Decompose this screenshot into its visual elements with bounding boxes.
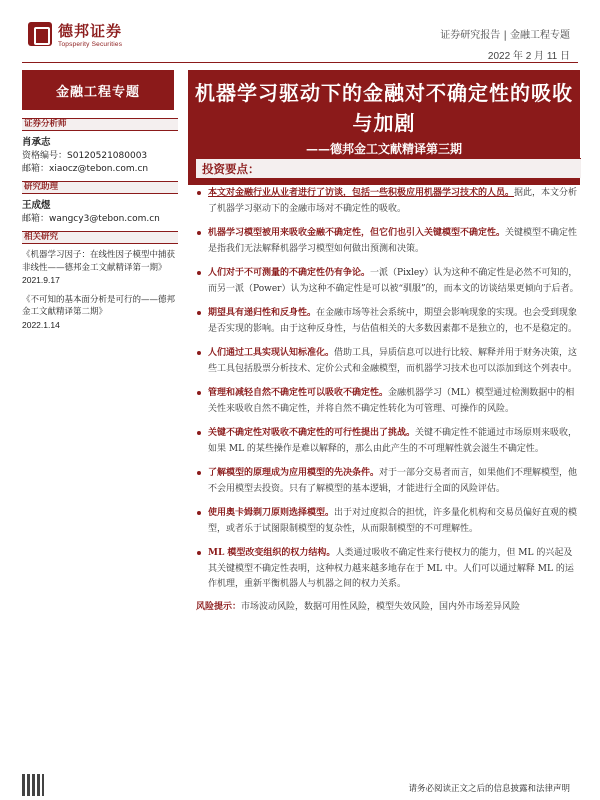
analyst-name: 肖承志 bbox=[22, 137, 51, 148]
list-item bbox=[196, 266, 581, 297]
qr-code-icon bbox=[22, 774, 44, 796]
related-report[interactable] bbox=[22, 249, 178, 288]
highlights-list bbox=[196, 186, 581, 593]
related-report-title: 《不可知的基本面分析是可行的——德邦金工文献精译第二期》 bbox=[22, 294, 176, 317]
related-report-date: 2022.1.14 bbox=[22, 319, 60, 330]
investment-highlights-heading: 投资要点： bbox=[196, 158, 581, 178]
header-divider bbox=[22, 62, 578, 63]
main-content bbox=[196, 158, 581, 614]
list-item bbox=[196, 186, 581, 217]
highlight-key: 使用奥卡姆剃刀原则选择模型。 bbox=[208, 508, 335, 518]
list-item bbox=[196, 426, 581, 457]
report-title: 机器学习驱动下的金融对不确定性的吸收与加剧 bbox=[195, 81, 573, 135]
brand-name-en: Topsperity Securities bbox=[58, 41, 123, 48]
brand-logo-icon bbox=[28, 22, 52, 46]
risk-label: 风险提示： bbox=[196, 601, 242, 612]
report-subtitle: ——德邦金工文献精译第三期 bbox=[305, 142, 462, 156]
highlight-key: 机器学习模型被用来吸收金融不确定性，但它们也引入关键模型不确定性。 bbox=[208, 228, 506, 238]
highlight-key: 人们对于不可测量的不确定性仍有争论。 bbox=[208, 268, 371, 278]
brand-logo bbox=[28, 20, 122, 48]
related-report-date: 2021.9.17 bbox=[22, 275, 60, 285]
analyst-email[interactable]: 邮箱：xiaocz@tebon.com.cn bbox=[22, 164, 149, 174]
footer-disclaimer: 请务必阅读正文之后的信息披露和法律声明 bbox=[408, 784, 570, 794]
list-item bbox=[196, 226, 581, 257]
list-item bbox=[196, 306, 581, 337]
highlight-key: 期望具有递归性和反身性。 bbox=[208, 308, 317, 318]
highlight-text: 关键不确定性不能通过市场原则来吸收，如果 ML 的某些操作是难以解释的，那么由此产生的不可理解性就会滋生不确定性。 bbox=[208, 428, 578, 454]
highlight-text: 金融机器学习（ML）模型通过检测数据中的相关性来吸收自然不确定性，并将自然不确定性转化为可管理、可操作的风险。 bbox=[208, 388, 575, 414]
highlight-text: 出于对过度拟合的担忧，许多量化机构和交易员偏好直观的模型，或者乐于试图限制模型的复杂性，从而限制模型的不可理解性。 bbox=[208, 508, 578, 534]
category-banner: 金融工程专题 bbox=[22, 70, 174, 110]
assistant-email[interactable]: 邮箱：wangcy3@tebon.com.cn bbox=[22, 214, 160, 224]
related-report[interactable] bbox=[22, 294, 178, 333]
highlight-text: 借助工具，异质信息可以进行比较、解释并用于财务决策，这些工具包括股票分析技术、定价公式和金融模型，而机器学习技术也可以添加到这个列表中。 bbox=[208, 348, 578, 374]
highlight-key: 本文对金融行业从业者进行了访谈，包括一些积极应用机器学习技术的人员。 bbox=[208, 188, 515, 198]
brand-name bbox=[58, 20, 122, 48]
brand-name-cn: 德邦证券 bbox=[58, 22, 123, 40]
list-item bbox=[196, 506, 581, 537]
highlight-text: 对于一部分交易者而言，如果他们不理解模型，他不会用模型去投资。只有了解模型的基本逻辑，才能进行全面的风险评估。 bbox=[208, 468, 578, 494]
highlight-key: 了解模型的原理成为应用模型的先决条件。 bbox=[208, 468, 380, 478]
highlight-text: 人类通过吸收不确定性来行使权力的能力，但 ML 的兴起及其关键模型不确定性表明，这种权力越来越多地存在于 ML 中。人们可以通过解释 ML 的运作机理，重新平衡机器人与机器之间的权力关系。 bbox=[208, 548, 574, 589]
list-item bbox=[196, 466, 581, 497]
list-item bbox=[196, 546, 581, 593]
sidebar bbox=[22, 118, 178, 338]
highlight-key: 人们通过工具实现认知标准化。 bbox=[208, 348, 335, 358]
report-date: 2022 年 2 月 11 日 bbox=[487, 51, 570, 62]
highlight-text: 据此，本文分析了机器学习驱动下的金融市场对不确定性的吸收。 bbox=[208, 188, 578, 214]
highlight-text: 一派（Pixley）认为这种不确定性是必然不可知的，而另一派（Power）认为这种不确定性是可以被“驯服”的，而本文的访谈结果更倾向于后者。 bbox=[208, 268, 579, 294]
risk-warning bbox=[196, 600, 581, 614]
analyst-cert: 资格编号：S0120521080003 bbox=[22, 151, 148, 161]
highlight-text: 在金融市场等社会系统中，期望会影响现象的实现。也会受到现象是否实现的影响。由于这种反身性，与估值相关的大多数因素都不是独立的，也不是稳定的。 bbox=[208, 308, 578, 334]
related-report-title: 《机器学习因子：在线性因子模型中捕获非线性——德邦金工文献精译第一期》 bbox=[22, 250, 176, 273]
assistant-name: 王成煜 bbox=[22, 200, 51, 211]
report-type: 证券研究报告 | 金融工程专题 bbox=[440, 30, 570, 41]
assistant-heading: 研究助理 bbox=[22, 181, 178, 194]
risk-text: 市场波动风险，数据可用性风险，模型失效风险，国内外市场差异风险 bbox=[241, 601, 521, 612]
analyst-heading: 证券分析师 bbox=[22, 118, 178, 131]
highlight-text: 关键模型不确定性是指我们无法解释机器学习模型如何做出预测和决策。 bbox=[208, 228, 578, 254]
related-heading: 相关研究 bbox=[22, 231, 178, 244]
highlight-key: 管理和减轻自然不确定性可以吸收不确定性。 bbox=[208, 388, 389, 398]
highlight-key: 关键不确定性对吸收不确定性的可行性提出了挑战。 bbox=[208, 428, 416, 438]
highlight-key: ML 模型改变组织的权力结构。 bbox=[208, 548, 336, 558]
list-item bbox=[196, 346, 581, 377]
list-item bbox=[196, 386, 581, 417]
